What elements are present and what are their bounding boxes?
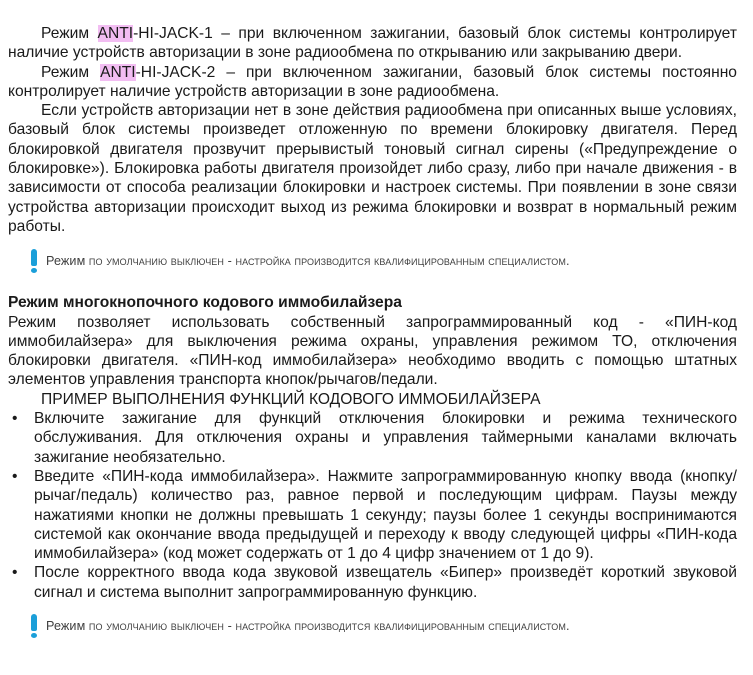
mode1-prefix: Режим: [41, 25, 98, 42]
bullet: •: [12, 467, 18, 485]
default-off-note: [8, 614, 737, 638]
note-text: [46, 618, 570, 634]
bullet: •: [12, 564, 18, 582]
note-text: [46, 253, 570, 269]
list-item: [8, 467, 737, 563]
note-first-word: Режим: [46, 619, 86, 634]
manual-page: [0, 24, 753, 675]
note-first-word: Режим: [46, 254, 86, 269]
list-item: [8, 409, 737, 467]
highlight-anti: ANTI: [100, 63, 136, 81]
step-text: Введите «ПИН-кода иммобилайзера». Нажмите запрограммированную кнопку ввода (кнопку/рычаг/педаль) количество раз, равное первой и последующим цифрам. Паузы между нажатиями кнопки не должны превышать 1 секунду; паузы более 1 секунды воспринимаются системой как окончание ввода предыдущей и переходу к вводу следующей цифры «ПИН-кода иммобилайзера» (код может содержать от 1 до 4 цифр значением от 1 до 9).: [34, 467, 737, 563]
mode1-text: -HI-JACK-1 – при включенном зажигании, базовый блок системы контролирует наличие устройств авторизации в зоне радиообмена по открыванию или закрыванию двери.: [8, 25, 737, 62]
section-heading: Режим многокнопочного кодового иммобилайзера: [8, 294, 402, 312]
bullet: •: [12, 410, 18, 428]
steps-list: [8, 409, 737, 602]
exclamation-icon: [30, 614, 38, 638]
mode2-text: -HI-JACK-2 – при включенном зажигании, базовый блок системы постоянно контролирует наличие устройств авторизации в зоне радиообмена.: [8, 63, 737, 100]
mode2-prefix: Режим: [41, 63, 101, 81]
step-text: После корректного ввода кода звуковой извещатель «Бипер» произведёт короткий звуковой сигнал и система выполнит запрограммированную функцию.: [34, 564, 737, 601]
exclamation-icon: [30, 249, 38, 273]
note-rest: по умолчанию выключен - настройка производится квалифицированным специалистом.: [85, 254, 570, 269]
example-title: ПРИМЕР ВЫПОЛНЕНИЯ ФУНКЦИЙ КОДОВОГО ИММОБИЛАЙЗЕРА: [41, 390, 541, 408]
highlight-anti: ANTI: [97, 25, 134, 42]
no-devices-paragraph: Если устройств авторизации нет в зоне действия радиообмена при описанных выше условиях, базовый блок системы произведет отложенную по времени блокировку двигателя. Перед блокировкой двигателя прозвучит прерывистый тоновый сигнал сирены («Предупреждение о блокировке»). Блокировка работы двигателя произойдет либо сразу, либо при начале движения - в зависимости от способа реализации блокировки и настроек системы. При появлении в зоне связи устройства авторизации происходит выход из режима блокировки и возврат в нормальный режим работы.: [8, 102, 737, 235]
immobilizer-description: Режим позволяет использовать собственный запрограммированный код - «ПИН-код иммобилайзера» для выключения режима охраны, управления режимом ТО, отключения блокировки двигателя. «ПИН-код иммобилайзера» необходимо вводить с помощью штатных элементов управления транспорта кнопок/рычагов/педали.: [8, 313, 737, 389]
mode-anti-hijack-1: [8, 24, 737, 63]
step-text: Включите зажигание для функций отключения блокировки и режима технического обслуживания. Для отключения охраны и управления таймерными каналами включать зажигание необязательно.: [34, 410, 737, 466]
list-item: [8, 563, 737, 602]
default-off-note: [8, 249, 737, 273]
mode-anti-hijack-2: [8, 63, 737, 102]
note-rest: по умолчанию выключен - настройка производится квалифицированным специалистом.: [85, 619, 570, 634]
